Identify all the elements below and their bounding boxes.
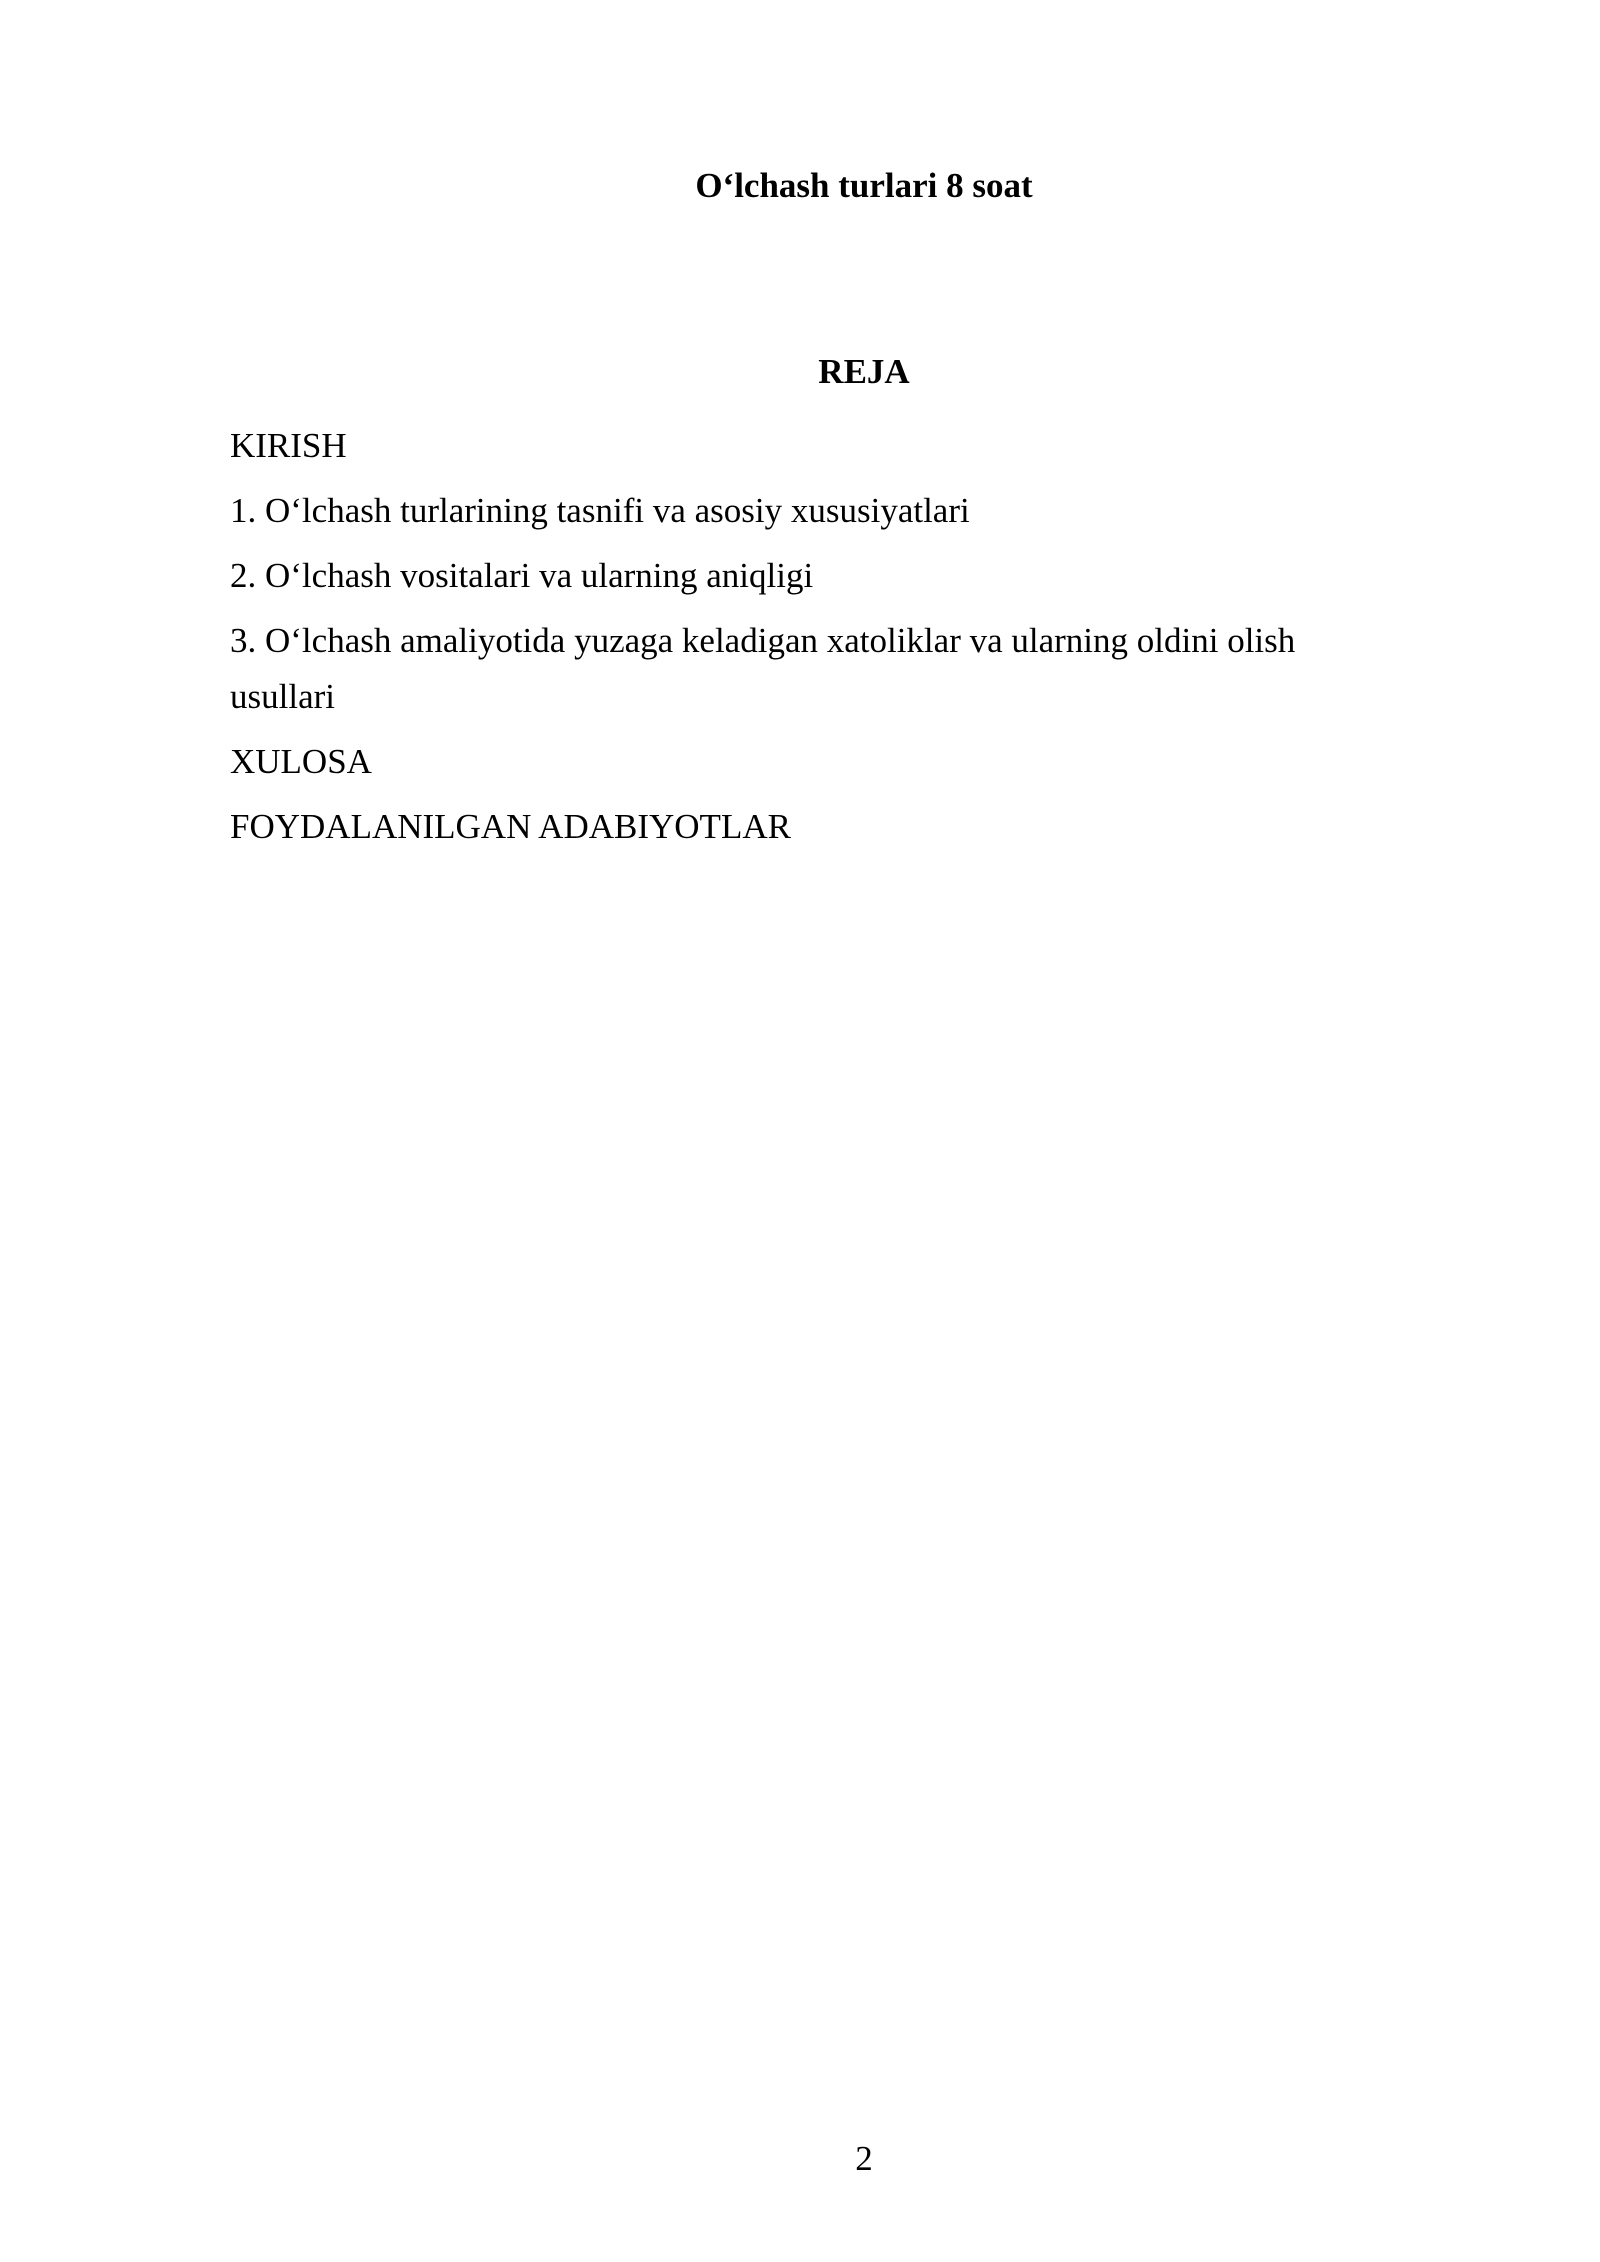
page-number: 2	[855, 2139, 873, 2178]
plan-item-3: 3. O‘lchash amaliyotida yuzaga keladigan xatoliklar va ularning oldini olish usullari	[230, 621, 1296, 716]
plan-list	[230, 418, 1388, 864]
plan-item-references: FOYDALANILGAN ADABIYOTLAR	[230, 807, 791, 846]
plan-item-2: 2. O‘lchash vositalari va ularning aniqligi	[230, 556, 814, 595]
plan-item-conclusion: XULOSA	[230, 742, 372, 781]
plan-item-1: 1. O‘lchash turlarining tasnifi va asosiy xususiyatlari	[230, 491, 970, 530]
document-title: O‘lchash turlari 8 soat	[695, 166, 1033, 205]
plan-item-introduction: KIRISH	[230, 426, 347, 465]
plan-heading: REJA	[818, 352, 910, 391]
